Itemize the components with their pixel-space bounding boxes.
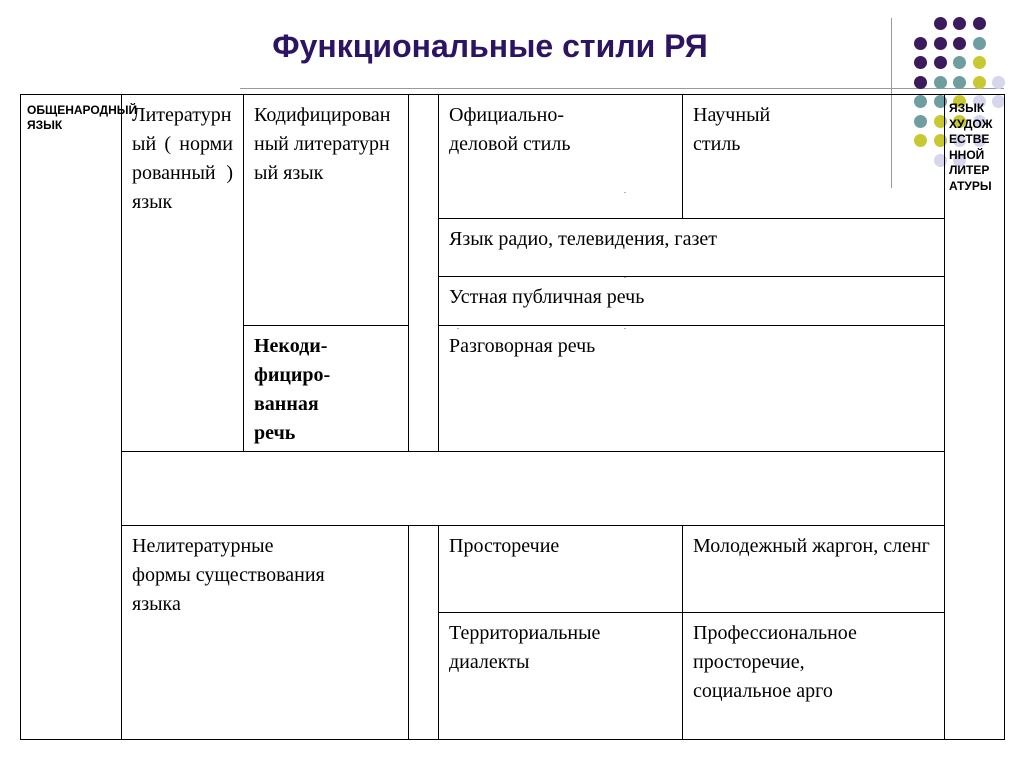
decorative-dot — [953, 56, 966, 69]
cell-public-speech: Устная публичная речь — [438, 276, 945, 326]
page-title: Функциональные стили РЯ — [272, 28, 708, 64]
cell-spacer-upper — [408, 94, 439, 452]
decorative-dot — [914, 37, 927, 50]
decorative-dot — [953, 76, 966, 89]
cell-noncodified — [243, 325, 409, 452]
decorative-dot — [914, 56, 927, 69]
decorative-dot — [953, 17, 966, 30]
decorative-dot — [973, 17, 986, 30]
nonliterary-forms-text: Нелитературные формы существования языка — [132, 535, 325, 615]
cell-codified-language: Кодифицированный литературный язык — [243, 94, 409, 326]
stray-mark: . — [624, 186, 626, 195]
decorative-dot — [934, 56, 947, 69]
decorative-dot — [992, 76, 1005, 89]
official-business-text: Официально-деловой стиль — [449, 104, 571, 155]
cell-nonliterary-forms — [121, 525, 409, 740]
youth-jargon-text: Молодежный жаргон, сленг — [693, 535, 930, 557]
stray-mark: . — [457, 322, 459, 331]
stray-mark: . — [624, 271, 626, 280]
dialects-text: Территориальные диалекты — [449, 622, 601, 673]
decorative-horizontal-line — [240, 88, 1004, 89]
cell-empty-row — [121, 451, 945, 526]
professional-text: Профессиональное просторечие, социальное арго — [693, 622, 857, 702]
decorative-dot — [934, 37, 947, 50]
decorative-dot — [953, 37, 966, 50]
cell-common-language: ОБЩЕНАРОДНЫЙ ЯЗЫК — [20, 94, 122, 740]
cell-professional — [682, 612, 945, 740]
cell-youth-jargon — [682, 525, 945, 613]
decorative-dot — [973, 56, 986, 69]
cell-vernacular: Просторечие — [438, 525, 683, 613]
scientific-text: Научный стиль — [693, 104, 771, 155]
literary-language-text: Литературный ( нормированный ) язык — [132, 104, 233, 213]
noncodified-text: Некоди-фициро-ванная речь — [254, 335, 331, 444]
stray-mark: . — [624, 322, 626, 331]
cell-dialects — [438, 612, 683, 740]
cell-fiction-language — [944, 94, 1005, 740]
decorative-dot — [934, 17, 947, 30]
cell-official-business — [438, 94, 683, 219]
cell-radio-tv: Язык радио, телевидения, газет — [438, 218, 945, 277]
fiction-language-text: ЯЗЫК ХУДОЖЕСТВЕННОЙ ЛИТЕРАТУРЫ — [949, 101, 993, 193]
cell-literary-language — [121, 94, 244, 452]
decorative-dot — [934, 76, 947, 89]
decorative-dot — [973, 76, 986, 89]
decorative-dot — [914, 76, 927, 89]
cell-spacer-lower — [408, 525, 439, 740]
cell-scientific — [682, 94, 945, 219]
decorative-dot — [973, 37, 986, 50]
cell-colloquial: Разговорная речь — [438, 325, 945, 452]
